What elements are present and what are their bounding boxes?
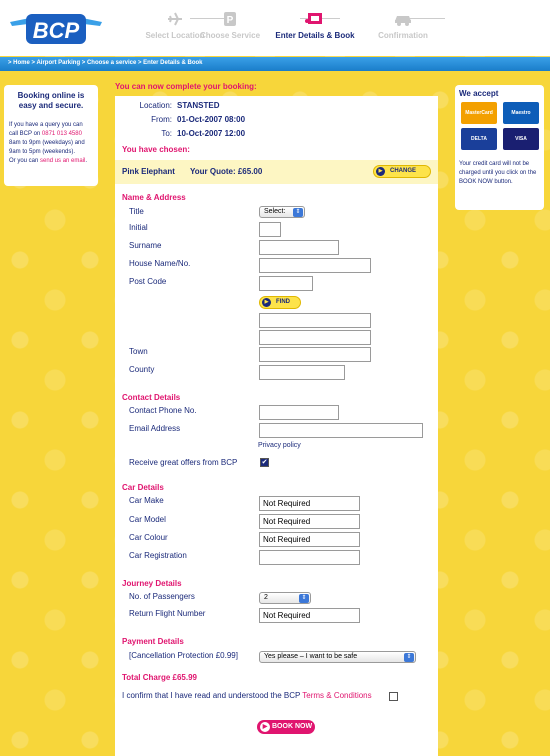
- location-label: Location:: [139, 101, 172, 110]
- privacy-link[interactable]: Privacy policy: [258, 442, 301, 449]
- chevron-down-icon: ⇕: [404, 653, 414, 662]
- svg-text:P: P: [226, 15, 234, 26]
- model-label: Car Model: [129, 515, 166, 524]
- confirm-text: [122, 691, 372, 700]
- to-label: To:: [161, 129, 172, 138]
- town-label: Town: [129, 347, 148, 356]
- email-label: Email Address: [129, 424, 181, 433]
- step-confirmation: [348, 10, 458, 40]
- title-select-value: Select:: [264, 208, 286, 215]
- play-icon: ▶: [376, 167, 385, 176]
- location-value: STANSTED: [177, 101, 220, 110]
- info-text-4: .: [85, 158, 88, 164]
- phone-label: Contact Phone No.: [129, 406, 197, 415]
- contact-heading: Contact Details: [122, 393, 181, 402]
- title-select[interactable]: [259, 206, 305, 218]
- chevron-down-icon: ⇕: [299, 594, 309, 603]
- breadcrumb[interactable]: [0, 57, 550, 71]
- card-name: VISA: [515, 136, 527, 142]
- make-label: Car Make: [129, 496, 164, 505]
- book-now-label: BOOK NOW: [272, 723, 313, 730]
- card-logos: [461, 102, 541, 154]
- town-input[interactable]: [259, 347, 371, 362]
- journey-heading: Journey Details: [122, 579, 182, 588]
- model-input[interactable]: Not Required: [259, 514, 360, 529]
- step-label: Enter Details & Book: [275, 31, 355, 40]
- offers-checkbox[interactable]: ✔: [261, 459, 268, 466]
- name-address-heading: Name & Address: [122, 193, 186, 202]
- flight-input[interactable]: Not Required: [259, 608, 360, 623]
- card-name: MasterCard: [465, 110, 493, 116]
- step-label: Confirmation: [378, 31, 428, 40]
- car-icon: [348, 10, 458, 28]
- colour-label: Car Colour: [129, 533, 168, 542]
- bcp-logo[interactable]: [8, 8, 104, 48]
- chosen-heading: You have chosen:: [122, 145, 190, 154]
- total-charge: Total Charge £65.99: [122, 673, 197, 682]
- change-label: CHANGE: [390, 168, 417, 174]
- we-accept-title: We accept: [459, 89, 499, 98]
- county-input[interactable]: [259, 365, 345, 380]
- house-input[interactable]: [259, 258, 371, 273]
- email-input[interactable]: [259, 423, 423, 438]
- offers-label: Receive great offers from BCP: [129, 458, 238, 467]
- county-label: County: [129, 365, 155, 374]
- reg-input[interactable]: [259, 550, 360, 565]
- play-icon: ▶: [260, 722, 270, 732]
- from-value: 01-Oct-2007 08:00: [177, 115, 246, 124]
- cancellation-select-value: Yes please – I want to be safe: [264, 653, 358, 660]
- postcode-label: Post Code: [129, 277, 167, 286]
- title-label: Title: [129, 207, 144, 216]
- surname-input[interactable]: [259, 240, 339, 255]
- cancellation-label: [Cancellation Protection £0.99]: [129, 651, 238, 660]
- passengers-select[interactable]: [259, 592, 311, 604]
- terms-checkbox[interactable]: [389, 692, 398, 701]
- from-label: From:: [151, 115, 172, 124]
- to-value: 10-Oct-2007 12:00: [177, 129, 246, 138]
- make-input[interactable]: Not Required: [259, 496, 360, 511]
- postcode-input[interactable]: [259, 276, 313, 291]
- product-name: Pink Elephant: [122, 167, 175, 176]
- chosen-bar: [115, 160, 438, 184]
- visa-icon: [503, 128, 539, 150]
- quote-value: Your Quote: £65.00: [190, 167, 263, 176]
- car-heading: Car Details: [122, 483, 164, 492]
- email-link[interactable]: send us an email: [40, 158, 86, 164]
- card-name: Maestro: [511, 110, 531, 116]
- find-label: FIND: [276, 299, 290, 305]
- address-line-2-input[interactable]: [259, 330, 371, 345]
- reg-label: Car Registration: [129, 551, 187, 560]
- payment-heading: Payment Details: [122, 637, 184, 646]
- booking-form: [115, 82, 438, 756]
- info-text-2: 8am to 9pm (weekdays) and 9am to 5pm (weekends).: [9, 140, 85, 155]
- breadcrumb-text[interactable]: > Home > Airport Parking > Choose a service > Enter Details & Book: [8, 60, 203, 66]
- step-label: Select Location: [145, 31, 205, 40]
- header: [0, 0, 550, 56]
- chevron-down-icon: ⇕: [293, 208, 303, 217]
- intro-text: You can now complete your booking:: [115, 82, 257, 91]
- play-icon: ▶: [262, 298, 271, 307]
- form-panel: [115, 96, 438, 756]
- flight-label: Return Flight Number: [129, 609, 206, 618]
- logo-text: BCP: [32, 18, 80, 43]
- house-label: House Name/No.: [129, 259, 191, 268]
- colour-input[interactable]: Not Required: [259, 532, 360, 547]
- accepted-cards-box: [455, 85, 544, 210]
- change-button[interactable]: [373, 165, 431, 178]
- phone-number: 0871 013 4580: [41, 131, 82, 137]
- mastercard-icon: [461, 102, 497, 124]
- progress-steps: [120, 10, 550, 50]
- surname-label: Surname: [129, 241, 162, 250]
- initial-input[interactable]: [259, 222, 281, 237]
- confirm-text-label: I confirm that I have read and understood the BCP: [122, 691, 303, 700]
- delta-icon: [461, 128, 497, 150]
- card-note: Your credit card will not be charged until you click on the BOOK NOW button.: [459, 161, 537, 185]
- terms-link[interactable]: Terms & Conditions: [302, 691, 372, 700]
- info-text-3: Or you can: [9, 158, 41, 164]
- initial-label: Initial: [129, 223, 148, 232]
- info-text-1: If you have a query you can call BCP on: [9, 122, 83, 137]
- passengers-select-value: 2: [264, 594, 268, 601]
- passengers-label: No. of Passengers: [129, 592, 195, 601]
- book-now-button[interactable]: [257, 720, 315, 734]
- card-name: DELTA: [471, 136, 487, 142]
- find-button[interactable]: [259, 296, 301, 309]
- cancellation-select[interactable]: [259, 651, 416, 663]
- info-title: Booking online is easy and secure.: [17, 91, 85, 110]
- address-line-1-input[interactable]: [259, 313, 371, 328]
- maestro-icon: [503, 102, 539, 124]
- info-text: [9, 121, 93, 166]
- info-box: [4, 85, 98, 186]
- phone-input[interactable]: [259, 405, 339, 420]
- step-label: Choose Service: [199, 31, 261, 40]
